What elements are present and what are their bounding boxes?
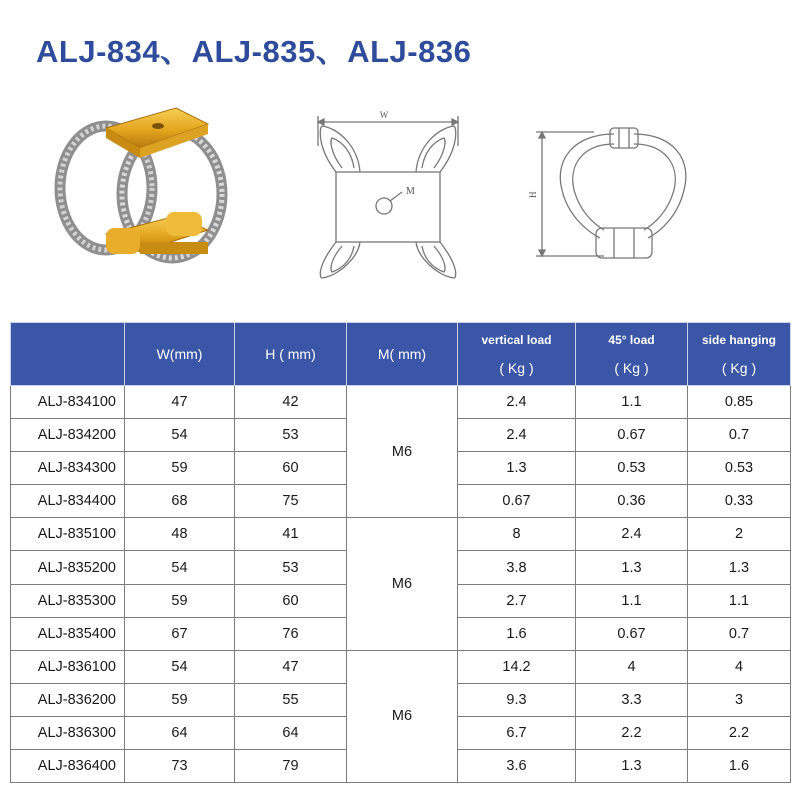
- spec-table: [10, 322, 791, 783]
- cell-side-hanging: 0.7: [688, 419, 791, 452]
- cell-vertical-load: 3.8: [458, 551, 576, 584]
- cell-h: 53: [235, 551, 347, 584]
- cell-vertical-load: 8: [458, 518, 576, 551]
- cell-side-hanging: 1.6: [688, 750, 791, 783]
- cell-h: 79: [235, 750, 347, 783]
- cell-w: 48: [125, 518, 235, 551]
- cell-45-load: 1.1: [576, 584, 688, 617]
- cell-vertical-load: 1.6: [458, 617, 576, 650]
- cell-h: 60: [235, 584, 347, 617]
- cell-45-load: 0.53: [576, 452, 688, 485]
- cell-side-hanging: 3: [688, 683, 791, 716]
- cell-45-load: 3.3: [576, 683, 688, 716]
- cell-m: M6: [347, 518, 458, 650]
- top-view-drawing: [308, 106, 468, 286]
- cell-side-hanging: 0.53: [688, 452, 791, 485]
- cell-model: ALJ-835400: [11, 617, 125, 650]
- cell-model: ALJ-834100: [11, 386, 125, 419]
- header-h: H ( mm): [235, 323, 347, 386]
- cell-side-hanging: 1.1: [688, 584, 791, 617]
- cell-w: 68: [125, 485, 235, 518]
- cell-model: ALJ-836400: [11, 750, 125, 783]
- thread-label: M: [406, 186, 415, 197]
- cell-side-hanging: 4: [688, 650, 791, 683]
- cell-h: 53: [235, 419, 347, 452]
- header-m: M( mm): [347, 323, 458, 386]
- header-unit: ( Kg ): [499, 360, 534, 376]
- cell-45-load: 1.1: [576, 386, 688, 419]
- header-side-hanging: [688, 323, 791, 386]
- cell-side-hanging: 1.3: [688, 551, 791, 584]
- header-unit: ( Kg ): [614, 360, 649, 376]
- cell-45-load: 0.36: [576, 485, 688, 518]
- cell-model: ALJ-834400: [11, 485, 125, 518]
- cell-45-load: 1.3: [576, 551, 688, 584]
- cell-model: ALJ-834300: [11, 452, 125, 485]
- cell-model: ALJ-835200: [11, 551, 125, 584]
- cell-m: M6: [347, 650, 458, 782]
- cell-w: 59: [125, 584, 235, 617]
- cell-side-hanging: 0.7: [688, 617, 791, 650]
- cell-h: 47: [235, 650, 347, 683]
- width-label: W: [379, 110, 389, 120]
- table-row: [11, 650, 791, 683]
- cell-w: 59: [125, 452, 235, 485]
- cell-h: 76: [235, 617, 347, 650]
- cell-vertical-load: 1.3: [458, 452, 576, 485]
- cell-h: 75: [235, 485, 347, 518]
- page-title: ALJ-834、ALJ-835、ALJ-836: [36, 34, 472, 69]
- cell-model: ALJ-834200: [11, 419, 125, 452]
- cell-45-load: 0.67: [576, 419, 688, 452]
- cell-45-load: 4: [576, 650, 688, 683]
- cell-45-load: 2.4: [576, 518, 688, 551]
- cell-h: 41: [235, 518, 347, 551]
- cell-vertical-load: 2.4: [458, 419, 576, 452]
- cell-45-load: 0.67: [576, 617, 688, 650]
- cell-w: 67: [125, 617, 235, 650]
- cell-vertical-load: 9.3: [458, 683, 576, 716]
- header-side-hanging-label: side hanging: [701, 333, 776, 347]
- cell-side-hanging: 2: [688, 518, 791, 551]
- cell-w: 54: [125, 650, 235, 683]
- header-model: [11, 323, 125, 386]
- header-vertical-load-label: vertical load: [481, 333, 552, 347]
- cell-vertical-load: 2.4: [458, 386, 576, 419]
- cell-h: 42: [235, 386, 347, 419]
- cell-w: 54: [125, 419, 235, 452]
- header-vertical-load: [458, 323, 576, 386]
- cell-side-hanging: 0.85: [688, 386, 791, 419]
- table-row: [11, 386, 791, 419]
- cell-vertical-load: 14.2: [458, 650, 576, 683]
- header-45-load-label: 45° load: [608, 333, 655, 347]
- cell-w: 64: [125, 716, 235, 749]
- cell-model: ALJ-836100: [11, 650, 125, 683]
- product-photo: [48, 96, 248, 276]
- header-unit: ( Kg ): [721, 360, 757, 376]
- side-view-drawing: [524, 120, 714, 270]
- cell-model: ALJ-836200: [11, 683, 125, 716]
- cell-w: 54: [125, 551, 235, 584]
- cell-w: 47: [125, 386, 235, 419]
- table-row: [11, 518, 791, 551]
- cell-vertical-load: 2.7: [458, 584, 576, 617]
- header-w: W(mm): [125, 323, 235, 386]
- cell-h: 64: [235, 716, 347, 749]
- cell-w: 59: [125, 683, 235, 716]
- cell-vertical-load: 3.6: [458, 750, 576, 783]
- cell-model: ALJ-836300: [11, 716, 125, 749]
- header-45-load: [576, 323, 688, 386]
- cell-side-hanging: 2.2: [688, 716, 791, 749]
- cell-h: 60: [235, 452, 347, 485]
- cell-model: ALJ-835300: [11, 584, 125, 617]
- cell-m: M6: [347, 386, 458, 518]
- cell-45-load: 2.2: [576, 716, 688, 749]
- cell-model: ALJ-835100: [11, 518, 125, 551]
- cell-vertical-load: 6.7: [458, 716, 576, 749]
- cell-vertical-load: 0.67: [458, 485, 576, 518]
- cell-side-hanging: 0.33: [688, 485, 791, 518]
- cell-h: 55: [235, 683, 347, 716]
- cell-w: 73: [125, 750, 235, 783]
- height-label: H: [528, 191, 538, 198]
- cell-45-load: 1.3: [576, 750, 688, 783]
- table-header-row: [11, 323, 791, 386]
